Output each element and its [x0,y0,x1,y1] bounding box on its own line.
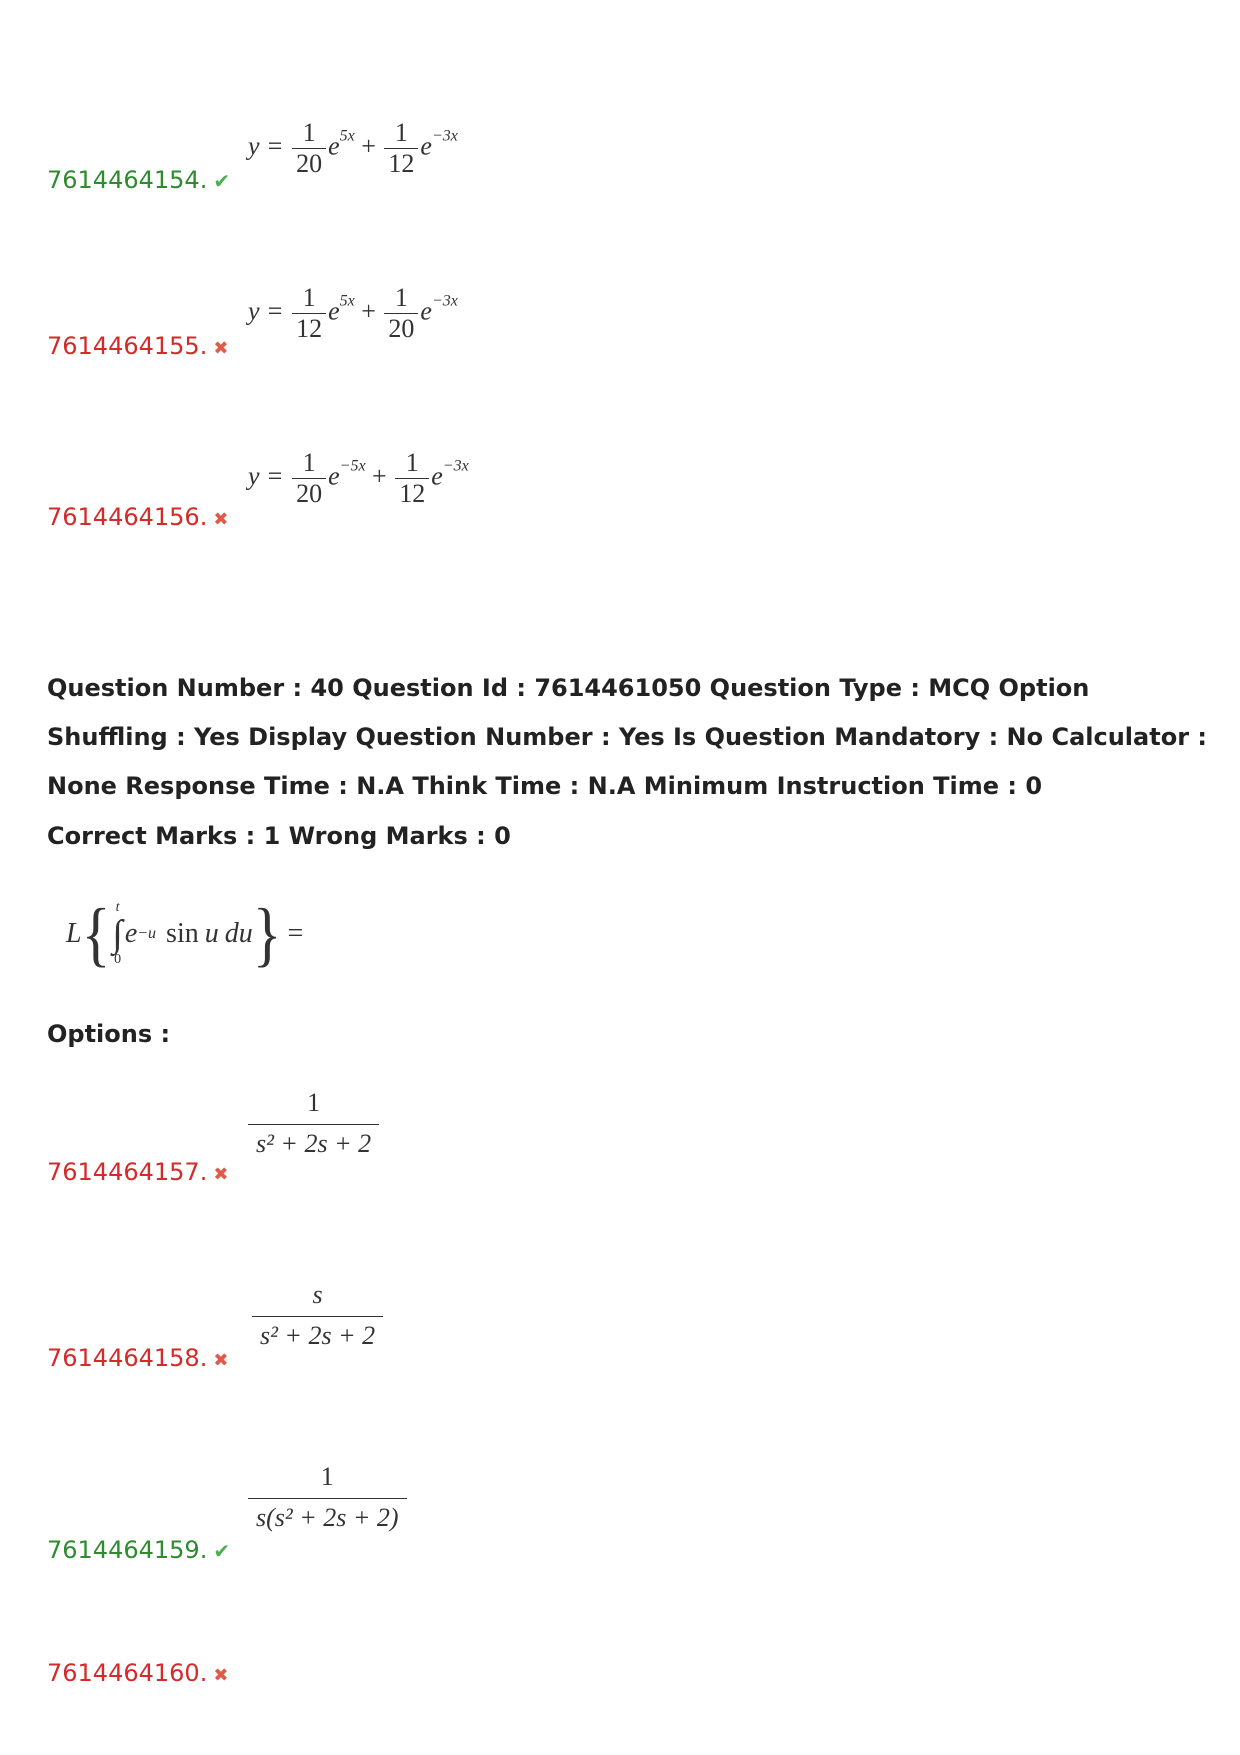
option-id-7614464155: 7614464155. ✖ [47,332,229,360]
cross-icon: ✖ [213,338,229,359]
option-id-7614464158: 7614464158. ✖ [47,1344,229,1372]
question-stem-formula: L { t ∫ 0 e −u sin u du } = [66,893,304,973]
cross-icon: ✖ [213,1164,229,1185]
question-meta: Question Number : 40 Question Id : 7614461050 Question Type : MCQ Option Shuffling : Yes Display Question Number : Yes Is Question Mandatory : No Calculator : None Response Time : N.A Think Time : N.A Minimum Instruction Time : 0 [47,674,1207,800]
cross-icon: ✖ [213,1665,229,1686]
check-icon: ✔ [213,1539,231,1563]
option-id-7614464159: 7614464159. ✔ [47,1536,231,1564]
option-formula-7614464155: y = $\frac{1}{12}$ $e^{5x}$ + $\frac{1}{20}$ $e^{-3x}$ [248,283,458,343]
option-formula-7614464156: y = $\frac{1}{20}$ $e^{-5x}$ + $\frac{1}{12}$ $e^{-3x}$ [248,448,469,508]
cross-icon: ✖ [213,1350,229,1371]
option-formula-7614464157: $\frac{1}{\text{s² + 2s + 2}}$ [246,1088,381,1159]
option-id-7614464156: 7614464156. ✖ [47,503,229,531]
option-id-7614464154: 7614464154. ✔ [47,166,231,194]
question-marks: Correct Marks : 1 Wrong Marks : 0 [47,822,511,850]
option-id-7614464160: 7614464160. ✖ [47,1659,229,1687]
option-formula-7614464154: y = $\frac{1}{20}$ $e^{5x}$ + $\frac{1}{12}$ $e^{-3x}$ [248,118,458,178]
check-icon: ✔ [213,169,231,193]
option-id-7614464157: 7614464157. ✖ [47,1158,229,1186]
options-label: Options : [47,1020,171,1048]
option-formula-7614464159: $\frac{1}{\text{s(s² + 2s + 2)}}$ [246,1462,409,1533]
cross-icon: ✖ [213,509,229,530]
option-formula-7614464158: $\frac{s}{\text{s² + 2s + 2}}$ [250,1280,385,1351]
